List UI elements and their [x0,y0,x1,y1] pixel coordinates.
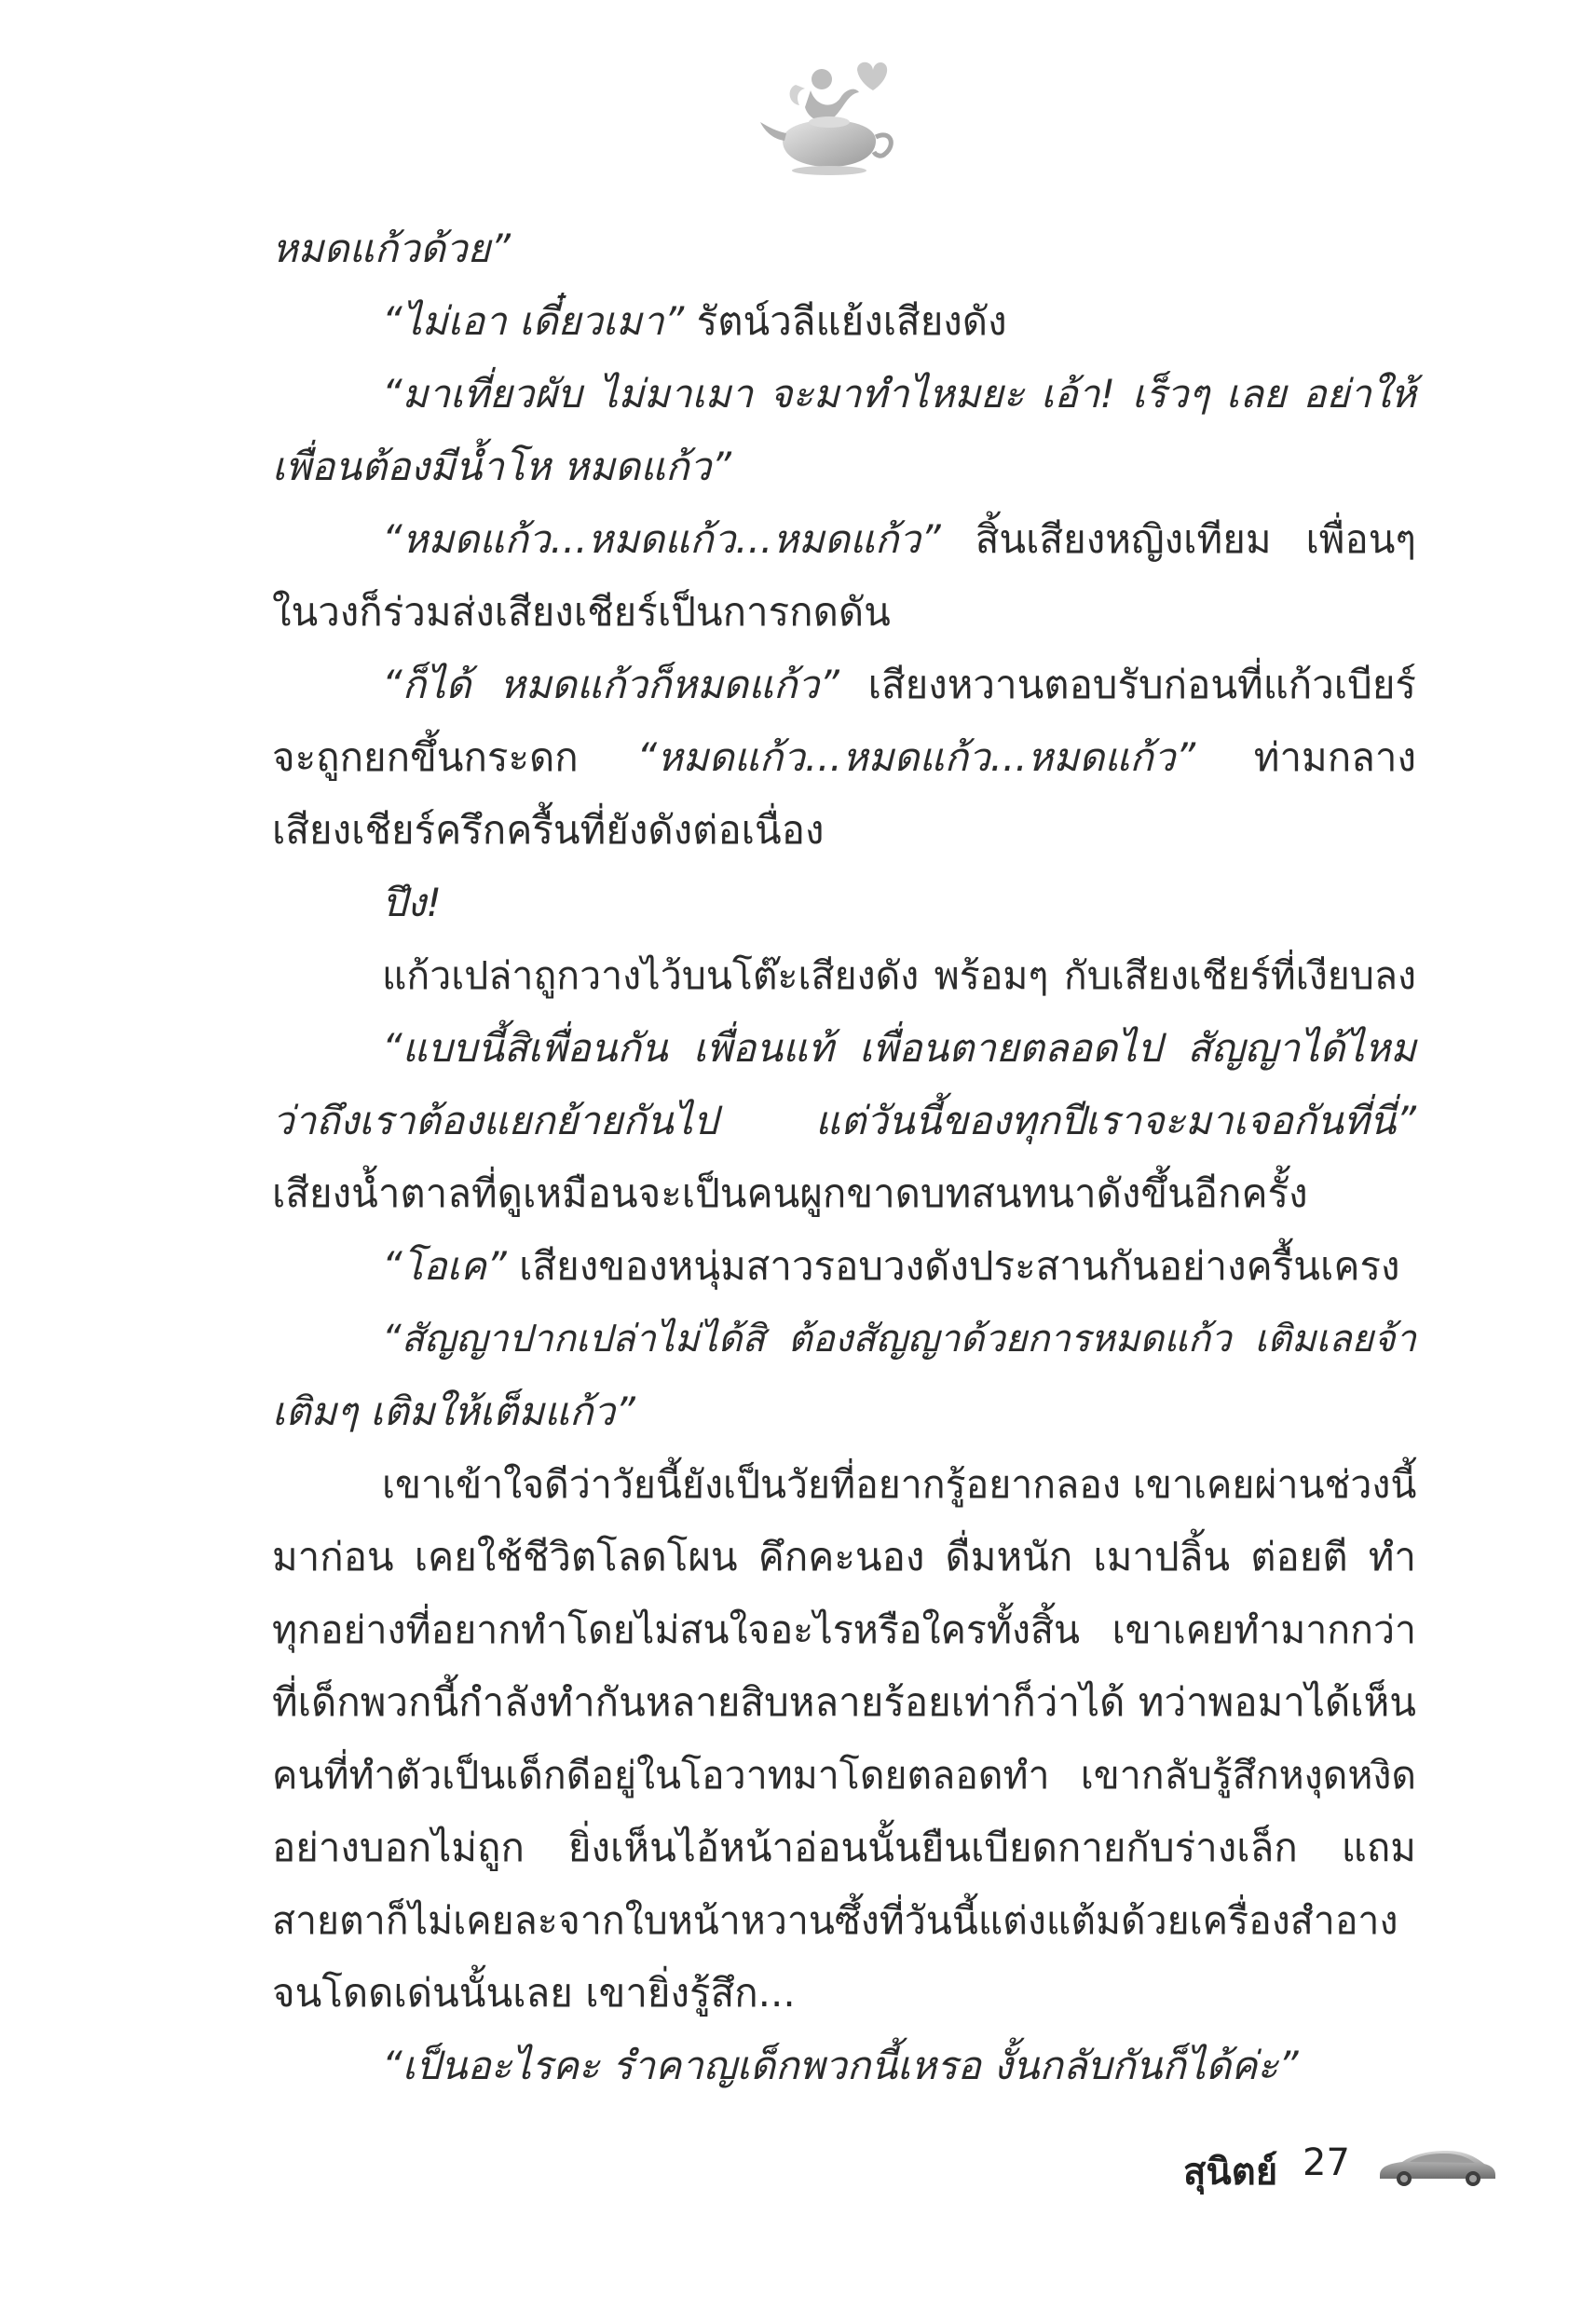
narrative-text: แก้วเปล่าถูกวางไว้บนโต๊ะเสียงดัง พร้อมๆ กับเสียงเชียร์ที่เงียบลง [382,953,1416,998]
text-line [272,358,1416,431]
text-line [272,1375,1416,1448]
narrative-text: จะถูกยกขึ้นกระดก [272,734,637,780]
text-line [272,1812,1416,1884]
narrative-text: เสียงหวานตอบรับก่อนที่แก้วเบียร์ [839,662,1416,707]
text-line [272,721,1416,794]
text-line [272,1957,1416,2030]
italic-dialogue-text: เติมๆ เติมให้เต็มแก้ว” [272,1388,635,1434]
text-line [272,1739,1416,1812]
narrative-text: จนโดดเด่นนั้นเลย เขายิ่งรู้สึก... [272,1970,796,2016]
text-line [272,576,1416,649]
text-line [272,1303,1416,1375]
narrative-text: มาก่อน เคยใช้ชีวิตโลดโผน คึกคะนอง ดื่มหนัก เมาปลิ้น ต่อยตี ทำ [272,1534,1416,1579]
italic-dialogue-text: “โอเค” [382,1243,507,1289]
text-line [272,649,1416,721]
italic-dialogue-text: “แบบนี้สิเพื่อนกัน เพื่อนแท้ เพื่อนตายตลอดไป สัญญาได้ไหม [382,1025,1416,1071]
narrative-text: เสียงเชียร์ครึกครื้นที่ยังดังต่อเนื่อง [272,807,825,853]
narrative-text: เสียงของหนุ่มสาวรอบวงดังประสานกันอย่างครื้นเครง [506,1243,1400,1289]
italic-dialogue-text: “สัญญาปากเปล่าไม่ได้สิ ต้องสัญญาด้วยการหมดแก้ว เติมเลยจ้า [382,1318,1416,1361]
italic-dialogue-text: “ไม่เอา เดี๋ยวเมา” [382,298,685,344]
text-line [272,285,1416,358]
page-footer [1183,2134,1519,2199]
italic-dialogue-text: หมดแก้วด้วย” [272,226,511,271]
narrative-text: ท่ามกลาง [1195,734,1416,780]
italic-dialogue-text: ปึง! [382,880,443,925]
italic-dialogue-text: เพื่อนต้องมีน้ำโห หมดแก้ว” [272,444,732,489]
text-line [272,794,1416,867]
italic-dialogue-text: “หมดแก้ว...หมดแก้ว...หมดแก้ว” [636,734,1196,780]
narrative-text: เสียงน้ำตาลที่ดูเหมือนจะเป็นคนผูกขาดบทสนทนาดังขึ้นอีกครั้ง [272,1170,1308,1216]
book-title: สุนิตย์ [1183,2151,1278,2194]
page-number: 27 [1303,2141,1350,2184]
text-line [272,431,1416,503]
text-line [272,212,1416,285]
text-line [272,1884,1416,1957]
narrative-text: ที่เด็กพวกนี้กำลังทำกันหลายสิบหลายร้อยเท่าก็ว่าได้ ทว่าพอมาได้เห็น [272,1679,1416,1725]
italic-dialogue-text: “ก็ได้ หมดแก้วก็หมดแก้ว” [382,662,839,707]
narrative-text: คนที่ทำตัวเป็นเด็กดีอยู่ในโอวาทมาโดยตลอดทำ เขากลับรู้สึกหงุดหงิด [272,1753,1416,1798]
text-line [272,867,1416,939]
narrative-text: สิ้นเสียงหญิงเทียม เพื่อนๆ [940,516,1416,562]
narrative-text: ทุกอย่างที่อยากทำโดยไม่สนใจอะไรหรือใครทั้งสิ้น เขาเคยทำมากกว่า [272,1607,1416,1652]
text-line [272,1593,1416,1666]
text-line [272,1666,1416,1739]
text-line [272,1157,1416,1230]
text-line [272,1012,1416,1085]
narrative-text: รัตน์วลีแย้งเสียงดัง [684,298,1007,344]
text-line [272,2030,1416,2102]
text-line [272,1085,1416,1157]
text-line [272,1521,1416,1593]
body-text [272,212,1416,2102]
narrative-text: สายตาก็ไม่เคยละจากใบหน้าหวานซึ้งที่วันนี้แต่งแต้มด้วยเครื่องสำอาง [272,1898,1398,1943]
text-line [272,503,1416,576]
italic-dialogue-text: “เป็นอะไรคะ รำคาญเด็กพวกนี้เหรอ งั้นกลับกันก็ได้ค่ะ” [382,2043,1299,2088]
text-line [272,1230,1416,1303]
text-line [272,939,1416,1012]
italic-dialogue-text: ว่าถึงเราต้องแยกย้ายกันไป แต่วันนี้ของทุกปีเราจะมาเจอกันที่นี่” [272,1098,1416,1143]
italic-dialogue-text: “มาเที่ยวผับ ไม่มาเมา จะมาทำไหมยะ เอ้า! เร็วๆ เลย อย่าให้ [382,371,1416,417]
car-icon [1374,2143,1500,2190]
cupid-teapot-emblem-icon [755,51,904,191]
narrative-text: อย่างบอกไม่ถูก ยิ่งเห็นไอ้หน้าอ่อนนั้นยืนเบียดกายกับร่างเล็ก แถม [272,1825,1416,1870]
narrative-text: เขาเข้าใจดีว่าวัยนี้ยังเป็นวัยที่อยากรู้อยากลอง เขาเคยผ่านช่วงนี้ [382,1462,1417,1507]
italic-dialogue-text: “หมดแก้ว...หมดแก้ว...หมดแก้ว” [382,516,941,562]
text-line [272,1448,1416,1521]
narrative-text: ในวงก็ร่วมส่งเสียงเชียร์เป็นการกดดัน [272,589,891,635]
